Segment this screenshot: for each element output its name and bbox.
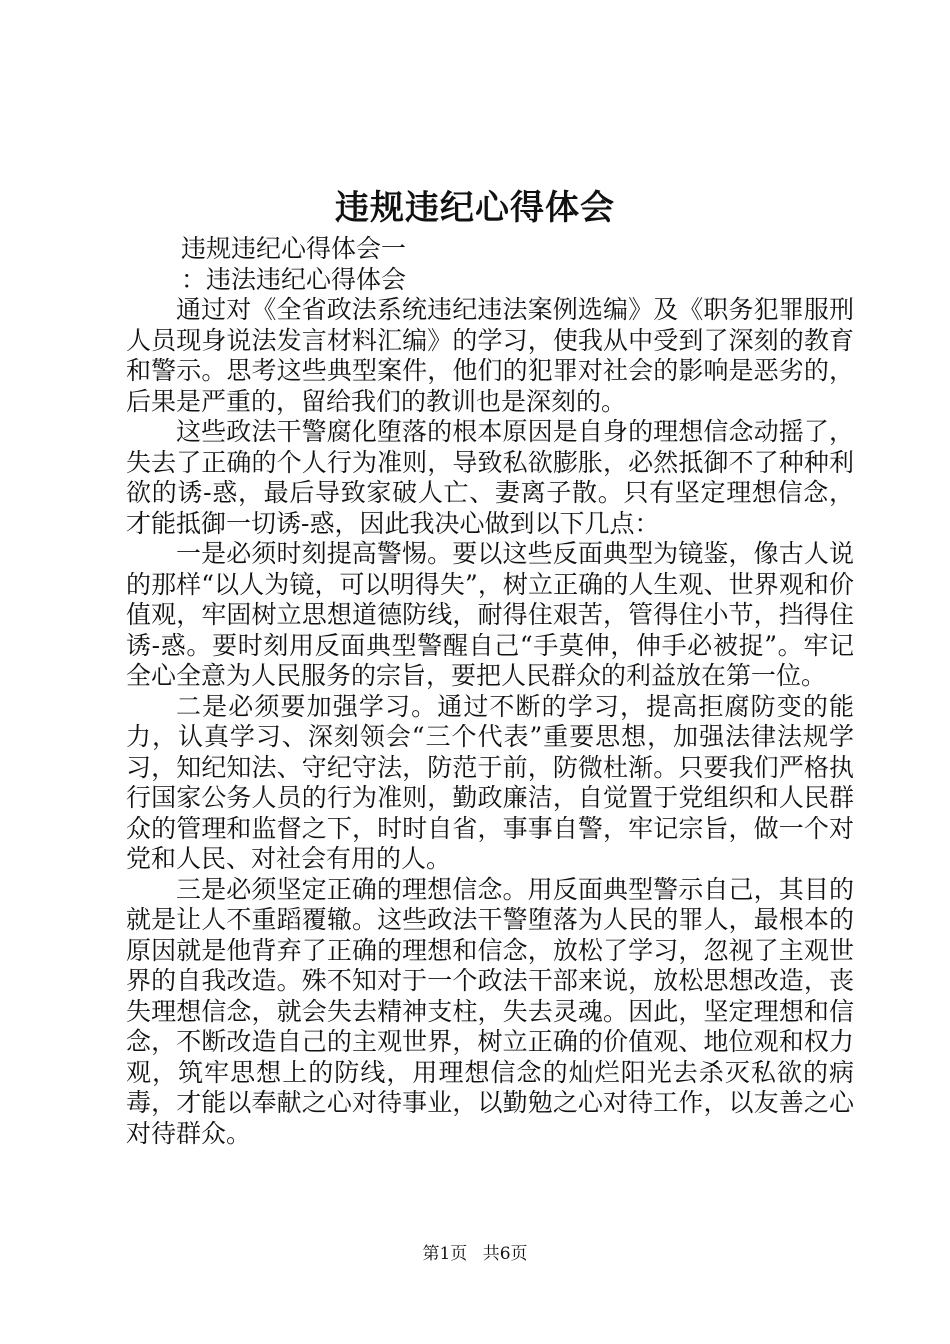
paragraph-5: 三是必须坚定正确的理想信念。用反面典型警示自己，其目的就是让人不重蹈覆辙。这些政法干警堕落为人民的罪人，最根本的原因就是他背弃了正确的理想和信念，放松了学习，忽视了主观世界的自我改造。殊不知对于一个政法干部来说，放松思想改造，丧失理想信念，就会失去精神支柱，失去灵魂。因此，坚定理想和信念，不断改造自己的主观世界，树立正确的价值观、地位观和权力观，筑牢思想上的防线，用理想信念的灿烂阳光去杀灭私欲的病毒，才能以奉献之心对待事业，以勤勉之心对待工作，以友善之心对待群众。 [126, 874, 854, 1148]
document-body [126, 234, 854, 1149]
page-number: 第1页 [422, 1244, 468, 1264]
subheading-1: 违规违纪心得体会一 [181, 234, 407, 263]
paragraph-1: 通过对《全省政法系统违纪违法案例选编》及《职务犯罪服刑人员现身说法发言材料汇编》的学习，使我从中受到了深刻的教育和警示。思考这些典型案件，他们的犯罪对社会的影响是恶劣的，后果是严重的，留给我们的教训也是深刻的。 [126, 295, 854, 416]
paragraph-2: 这些政法干警腐化堕落的根本原因是自身的理想信念动摇了，失去了正确的个人行为准则，导致私欲膨胀，必然抵御不了种种利欲的诱-惑，最后导致家破人亡、妻离子散。只有坚定理想信念，才能抵御一切诱-惑，因此我决心做到以下几点： [126, 417, 854, 538]
subheading-2: ：违法违纪心得体会 [181, 264, 407, 294]
document-title: 违规违纪心得体会 [335, 188, 615, 228]
page-total: 共6页 [482, 1244, 528, 1264]
paragraph-4: 二是必须要加强学习。通过不断的学习，提高拒腐防变的能力，认真学习、深刻领会“三个代表”重要思想，加强法律法规学习，知纪知法、守纪守法，防范于前，防微杜渐。只要我们严格执行国家公务人员的行为准则，勤政廉洁，自觉置于党组织和人民群众的管理和监督之下，时时自省，事事自警，牢记宗旨，做一个对党和人民、对社会有用的人。 [126, 691, 854, 873]
paragraph-3: 一是必须时刻提高警惕。要以这些反面典型为镜鉴，像古人说的那样“以人为镜，可以明得失”，树立正确的人生观、世界观和价值观，牢固树立思想道德防线，耐得住艰苦，管得住小节，挡得住诱-惑。要时刻用反面典型警醒自己“手莫伸，伸手必被捉”。牢记全心全意为人民服务的宗旨，要把人民群众的利益放在第一位。 [126, 539, 854, 690]
page-footer [0, 1242, 950, 1266]
